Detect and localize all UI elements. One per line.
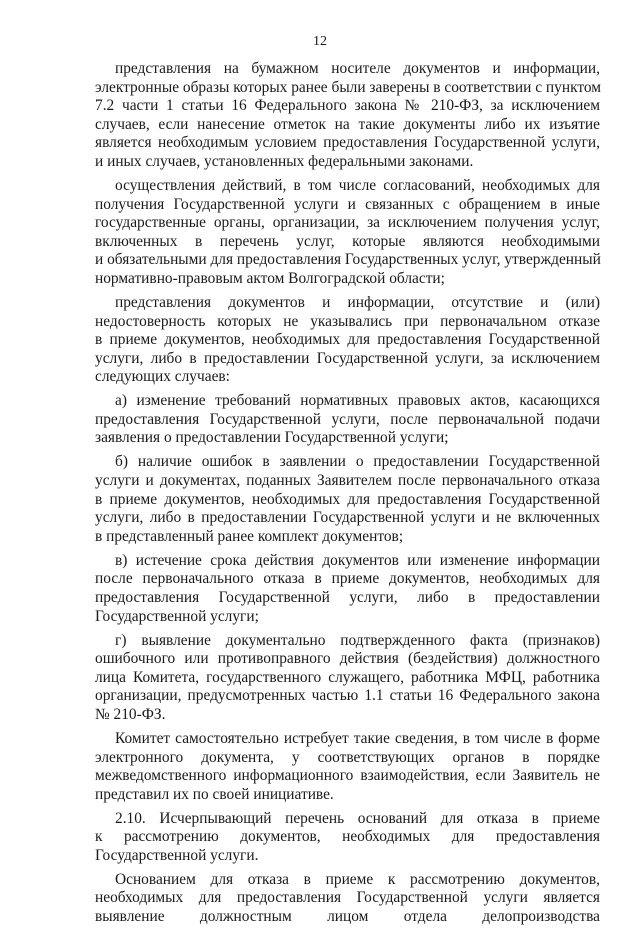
text-line: следующих случаев: [95,368,230,386]
text-line: ошибочного или противоправного действия (бездействия) должностного [95,650,600,668]
text-line: случаев, если нанесение отметок на такие документы либо их изъятие [95,115,600,133]
text-line: осуществления действий, в том числе согласований, необходимых для [115,176,600,194]
text-line: является необходимым условием предоставления Государственной услуги, [95,134,600,152]
paragraph [95,453,600,546]
text-line: в представленный ранее комплект документов; [95,527,404,545]
text-line: и иных случаев, установленных федеральными законами. [95,152,474,170]
text-line: государственные органы, организации, за исключением получения услуг, [95,214,600,232]
text-line: электронные образы которых ранее были заверены в соответствии с пунктом [95,78,602,96]
text-line: после первоначального отказа в приеме документов, необходимых для [95,570,600,588]
text-line: услуги и документах, поданных Заявителем после первоначального отказа [95,472,600,490]
text-line: к рассмотрению документов, необходимых для предоставления [95,828,600,846]
text-line: в приеме документов, необходимых для предоставления Государственной [95,490,600,508]
text-line: необходимых для предоставления Государственной услуги является [95,889,600,907]
paragraph [95,632,600,725]
text-line: Комитет самостоятельно истребует такие сведения, в том числе в форме [115,729,600,747]
text-line: включенных в перечень услуг, которые являются необходимыми [95,232,600,250]
text-line: нормативно-правовым актом Волгоградской области; [95,269,445,287]
text-line: в приеме документов, необходимых для предоставления Государственной [95,331,600,349]
paragraph [95,60,600,172]
text-line: получения Государственной услуги и связанных с обращением в иные [95,195,600,213]
text-line: Государственной услуги. [95,846,259,864]
text-line: а) изменение требований нормативных правовых актов, касающихся [115,392,600,410]
page-number: 12 [313,34,327,49]
text-line: межведомственного информационного взаимодействия, если Заявитель не [95,767,600,785]
paragraph [95,392,600,448]
paragraph [95,871,600,927]
text-line: выявление должностным лицом отдела делопроизводства [95,908,600,926]
paragraph [95,810,600,866]
text-line: организации, предусмотренных частью 1.1 статьи 16 Федерального закона [95,687,600,705]
text-line: заявления о предоставлении Государственной услуги; [95,429,449,447]
text-line: Основанием для отказа в приеме к рассмотрению документов, [115,870,600,888]
text-line: г) выявление документально подтвержденного факта (признаков) [115,631,600,649]
text-line: 7.2 части 1 статьи 16 Федерального закона № 210-ФЗ, за исключением [95,97,600,115]
text-line: представления на бумажном носителе документов и информации, [115,60,600,77]
text-line: Государственной услуги; [95,607,259,625]
paragraph [95,552,600,626]
text-line: и обязательными для предоставления Государственных услуг, утвержденный [95,251,601,269]
text-line: № 210-ФЗ. [95,705,166,723]
paragraph [95,177,600,289]
text-line: услуги, либо в предоставлении Государственной услуги и не включенных [95,509,600,527]
text-line: предоставления Государственной услуги, либо в предоставлении [95,588,600,606]
paragraph [95,294,600,387]
text-line: лица Комитета, государственного служащего, работника МФЦ, работника [95,668,600,686]
document-body [95,60,600,932]
text-line: 2.10. Исчерпывающий перечень оснований для отказа в приеме [115,809,600,827]
text-line: представления документов и информации, отсутствие и (или) [115,293,600,311]
text-line: в) истечение срока действия документов или изменение информации [115,551,600,569]
text-line: услуги, либо в предоставлении Государственной услуги, за исключением [95,349,600,367]
text-line: представил их по своей инициативе. [95,785,334,803]
text-line: недостоверность которых не указывались при первоначальном отказе [95,312,600,330]
paragraph [95,730,600,804]
text-line: предоставления Государственной услуги, после первоначальной подачи [95,410,600,428]
text-line: электронного документа, у соответствующих органов в порядке [95,748,600,766]
text-line: б) наличие ошибок в заявлении о предоставлении Государственной [115,453,600,471]
